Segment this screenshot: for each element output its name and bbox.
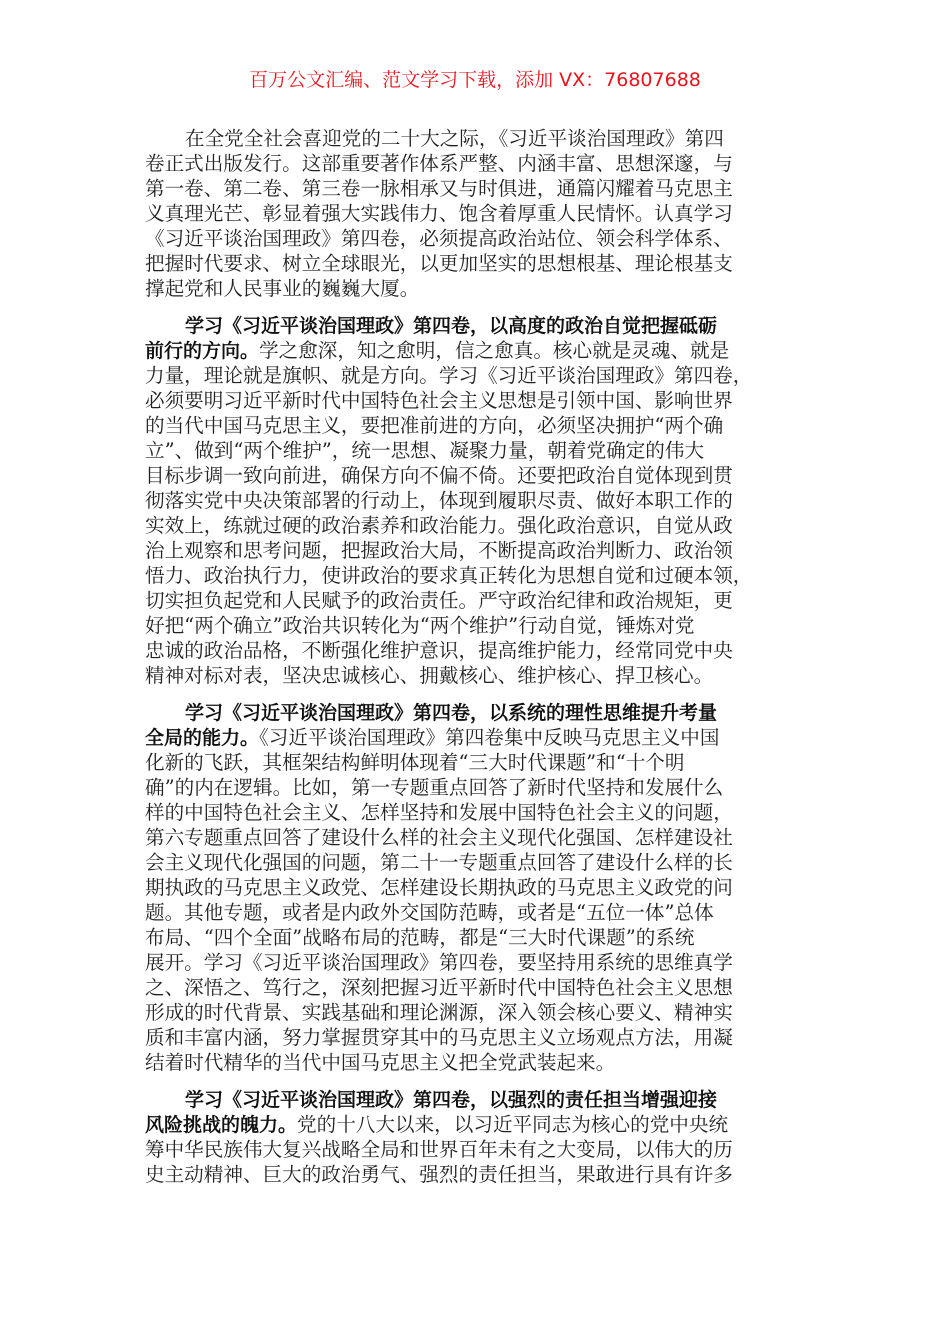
- body-text: 质和丰富内涵，努力掌握贯穿其中的马克思主义立场观点方法，用凝: [145, 1026, 733, 1049]
- body-text: 《习近平谈治国理政》第四卷集中反映马克思主义中国: [259, 726, 720, 749]
- text-line: [145, 588, 795, 613]
- body-text: 必须要明习近平新时代中国特色社会主义思想是引领中国、影响世界: [145, 389, 733, 412]
- text-line: [145, 613, 795, 638]
- body-text: 忠诚的政治品格，不断强化维护意识，提高维护能力，经常同党中央: [145, 639, 733, 662]
- text-line: [145, 413, 795, 438]
- text-line: [145, 800, 795, 825]
- watermark-header: 百万公文汇编、范文学习下载，添加 VX：76807688: [249, 69, 701, 91]
- body-text: 确”的内在逻辑。比如，第一专题重点回答了新时代坚持和发展什么: [145, 776, 724, 799]
- text-line: [145, 950, 795, 975]
- text-line: [145, 313, 795, 338]
- text-line: [145, 126, 795, 151]
- text-line: [145, 700, 795, 725]
- paragraph: [145, 1087, 795, 1187]
- text-line: [145, 251, 795, 276]
- paragraph-heading: 全局的能力。: [145, 727, 260, 749]
- body-text: 实效上，练就过硬的政治素养和政治能力。强化政治意识，自觉从政: [145, 514, 733, 537]
- text-line: [145, 176, 795, 201]
- text-line: [145, 638, 795, 663]
- body-text: 把握时代要求、树立全球眼光，以更加坚实的思想根基、理论根基支: [145, 252, 733, 275]
- body-text: 精神对标对表，坚决忠诚核心、拥戴核心、维护核心、捍卫核心。: [145, 664, 714, 687]
- body-text: 结着时代精华的当代中国马克思主义把全党武装起来。: [145, 1051, 616, 1074]
- body-text: 切实担负起党和人民赋予的政治责任。严守政治纪律和政治规矩，更: [145, 589, 733, 612]
- body-text: 题。其他专题，或者是内政外交国防范畴，或者是“五位一体”总体: [145, 901, 714, 924]
- text-line: [145, 775, 795, 800]
- text-line: [145, 975, 795, 1000]
- text-line: [145, 513, 795, 538]
- body-text: 力量，理论就是旗帜、就是方向。学习《习近平谈治国理政》第四卷，: [145, 364, 753, 387]
- body-text: 会主义现代化强国的问题，第二十一专题重点回答了建设什么样的长: [145, 851, 733, 874]
- text-line: [145, 1137, 795, 1162]
- paragraph: [145, 313, 795, 688]
- text-line: [145, 226, 795, 251]
- body-text: 好把“两个确立”政治共识转化为“两个维护”行动自觉，锤炼对党: [145, 614, 695, 637]
- text-line: [145, 276, 795, 301]
- body-text: 《习近平谈治国理政》第四卷，必须提高政治站位、领会科学体系、: [145, 227, 733, 250]
- body-text: 化新的飞跃，其框架结构鲜明体现着“三大时代课题”和“十个明: [145, 751, 685, 774]
- text-line: [145, 1112, 795, 1137]
- body-text: 学之愈深，知之愈明，信之愈真。核心就是灵魂、就是: [259, 339, 730, 362]
- text-line: [145, 850, 795, 875]
- body-text: 治上观察和思考问题，把握政治大局，不断提高政治判断力、政治领: [145, 539, 733, 562]
- text-line: [145, 825, 795, 850]
- text-line: [145, 750, 795, 775]
- paragraph: [145, 700, 795, 1075]
- body-text: 的当代中国马克思主义，要把准前进的方向，必须坚决拥护“两个确: [145, 414, 724, 437]
- body-text: 目标步调一致向前进，确保方向不偏不倚。还要把政治自觉体现到贯: [145, 464, 733, 487]
- body-text: 彻落实党中央决策部署的行动上，体现到履职尽责、做好本职工作的: [145, 489, 733, 512]
- text-line: [145, 1000, 795, 1025]
- text-line: [145, 151, 795, 176]
- text-line: [145, 363, 795, 388]
- body-text: 史主动精神、巨大的政治勇气、强烈的责任担当，果敢进行具有许多: [145, 1163, 733, 1186]
- text-line: [145, 725, 795, 750]
- body-text: 展开。学习《习近平谈治国理政》第四卷，要坚持用系统的思维真学: [145, 951, 733, 974]
- paragraph-heading: 学习《习近平谈治国理政》第四卷，以系统的理性思维提升考量: [185, 702, 718, 724]
- text-line: [145, 925, 795, 950]
- paragraph-heading: 风险挑战的魄力。: [145, 1114, 298, 1136]
- paragraph-heading: 学习《习近平谈治国理政》第四卷，以高度的政治自觉把握砥砺: [185, 315, 718, 337]
- paragraph-heading: 前行的方向。: [145, 340, 260, 362]
- body-text: 期执政的马克思主义政党、怎样建设长期执政的马克思主义政党的问: [145, 876, 733, 899]
- text-line: [145, 538, 795, 563]
- document-body: [145, 126, 795, 1199]
- text-line: [145, 463, 795, 488]
- text-line: [145, 875, 795, 900]
- body-text: 筹中华民族伟大复兴战略全局和世界百年未有之大变局，以伟大的历: [145, 1138, 733, 1161]
- text-line: [145, 1050, 795, 1075]
- body-text: 义真理光芒、彰显着强大实践伟力、饱含着厚重人民情怀。认真学习: [145, 202, 733, 225]
- body-text: 在全党全社会喜迎党的二十大之际，《习近平谈治国理政》第四: [185, 127, 724, 150]
- body-text: 撑起党和人民事业的巍巍大厦。: [145, 277, 420, 300]
- text-line: [145, 900, 795, 925]
- body-text: 布局、“四个全面”战略布局的范畴，都是“三大时代课题”的系统: [145, 926, 695, 949]
- body-text: 之、深悟之、笃行之，深刻把握习近平新时代中国特色社会主义思想: [145, 976, 733, 999]
- body-text: 悟力、政治执行力，使讲政治的要求真正转化为思想自觉和过硬本领，: [145, 564, 753, 587]
- body-text: 卷正式出版发行。这部重要著作体系严整、内涵丰富、思想深邃，与: [145, 152, 733, 175]
- text-line: [145, 488, 795, 513]
- text-line: [145, 1162, 795, 1187]
- text-line: [145, 563, 795, 588]
- text-line: [145, 663, 795, 688]
- text-line: [145, 438, 795, 463]
- paragraph-heading: 学习《习近平谈治国理政》第四卷，以强烈的责任担当增强迎接: [185, 1089, 718, 1111]
- text-line: [145, 201, 795, 226]
- body-text: 形成的时代背景、实践基础和理论渊源，深入领会核心要义、精神实: [145, 1001, 733, 1024]
- body-text: 样的中国特色社会主义、怎样坚持和发展中国特色社会主义的问题，: [145, 801, 733, 824]
- text-line: [145, 1025, 795, 1050]
- body-text: 第一卷、第二卷、第三卷一脉相承又与时俱进，通篇闪耀着马克思主: [145, 177, 733, 200]
- text-line: [145, 338, 795, 363]
- body-text: 党的十八大以来，以习近平同志为核心的党中央统: [297, 1113, 729, 1136]
- text-line: [145, 388, 795, 413]
- body-text: 立”、做到“两个维护”，统一思想、凝聚力量，朝着党确定的伟大: [145, 439, 705, 462]
- paragraph: [145, 126, 795, 301]
- body-text: 第六专题重点回答了建设什么样的社会主义现代化强国、怎样建设社: [145, 826, 733, 849]
- text-line: [145, 1087, 795, 1112]
